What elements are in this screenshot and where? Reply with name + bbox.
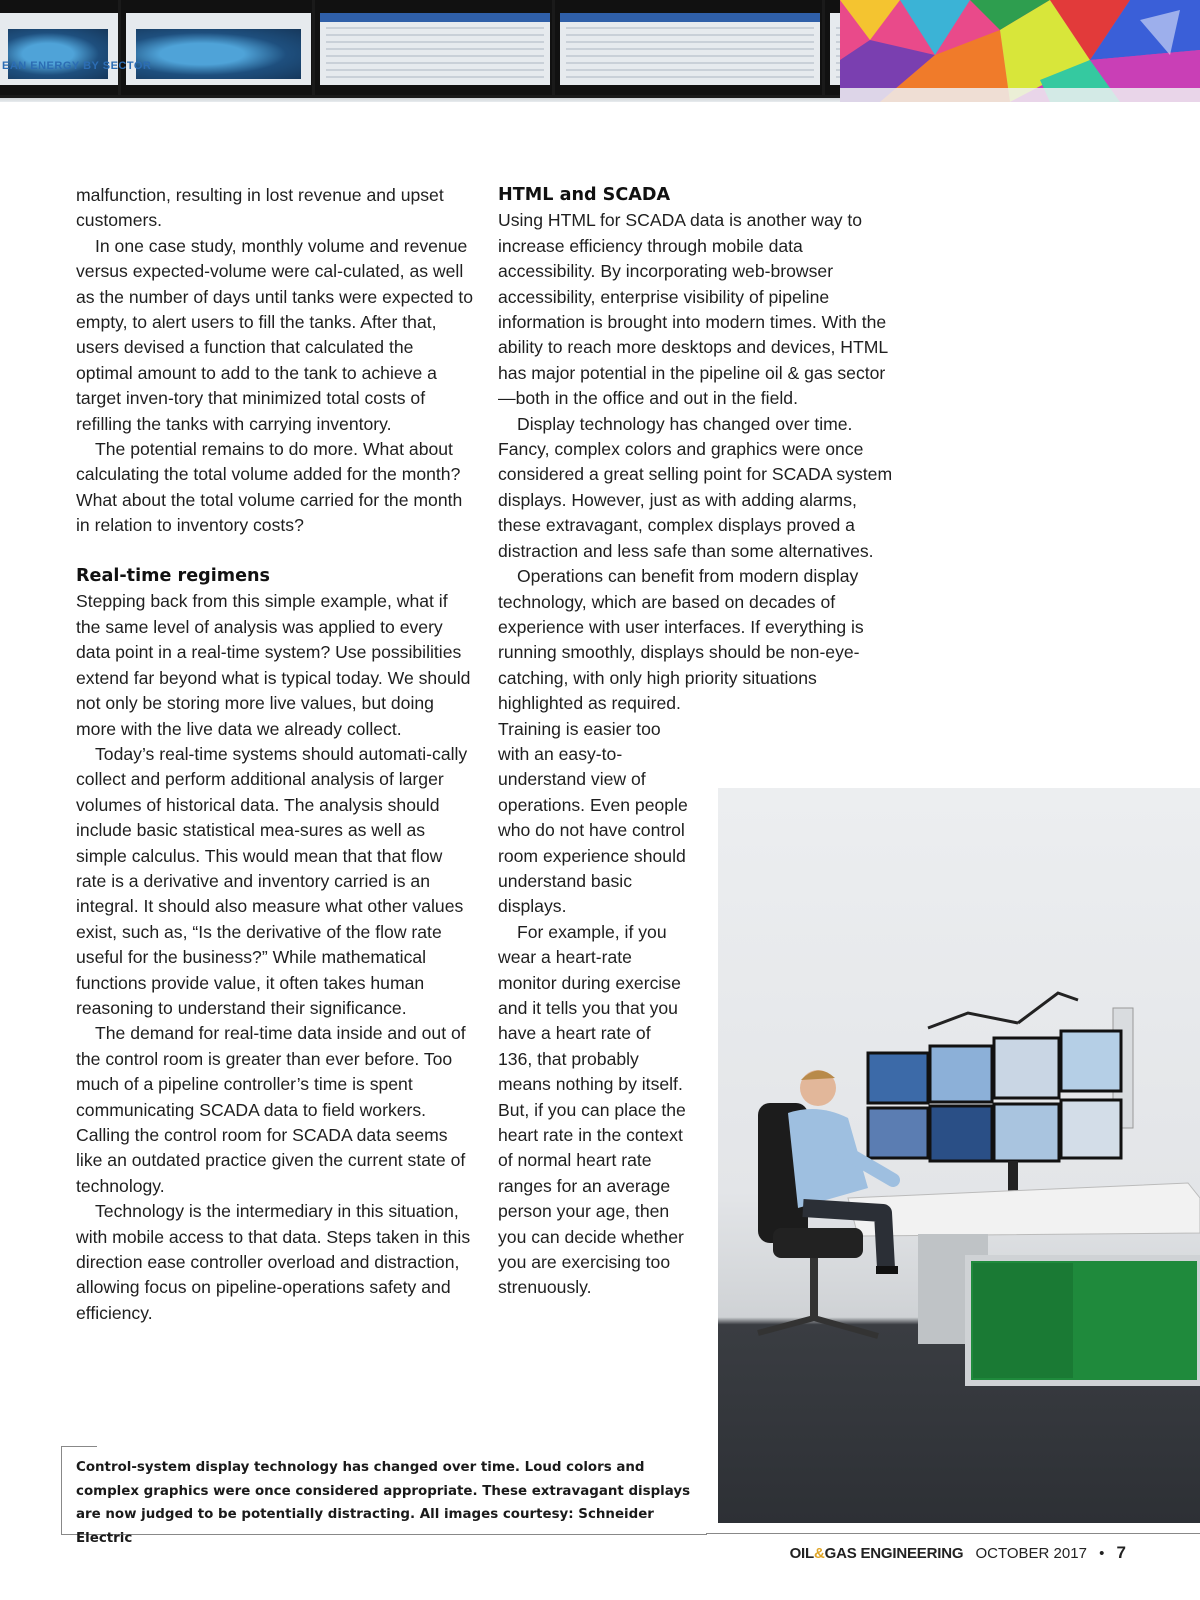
operator-at-workstation-illustration [718, 788, 1200, 1523]
body-paragraph: Display technology has changed over time. Fancy, complex colors and graphics were once considered a great selling point for SCADA system displays. However, just as with adding alarms, these extravagant, complex displays proved a distraction and less safe than some alternatives. [498, 413, 893, 561]
body-paragraph: In one case study, monthly volume and revenue versus expected-volume were cal-culated, as well as the number of days until tanks were expected to empty, to alert users to fill the tanks. After that, users devised a function that calculated the optimal amount to add to the tank to achieve a target inven-tory that minimized total costs of refilling the tanks with carrying inventory. [76, 235, 474, 434]
page-number: 7 [1116, 1543, 1126, 1562]
body-paragraph: Stepping back from this simple example, what if the same level of analysis was applied to every data point in a real-time system? Use possibilities extend far beyond what is typical today. We should not only be storing more live values, but doing more with the live data we already collect. [76, 591, 471, 739]
left-text-column [76, 183, 474, 1326]
body-paragraph: Operations can benefit from modern display technology, which are based on decades of experience with user interfaces. If everything is running smoothly, displays should be non-eye-catching, with only high priority situations highlighted as required. [498, 566, 864, 714]
publication-name [790, 1545, 964, 1562]
publication-name-part: OIL [789, 1545, 814, 1562]
body-paragraph: The demand for real-time data inside and out of the control room is greater than ever before. Too much of a pipeline controller’s time is spent communicating SCADA data to field workers. Calling the control room for SCADA data seems like an outdated practice given the current state of technology. [76, 1023, 466, 1196]
body-paragraph: malfunction, resulting in lost revenue and upset customers. [76, 185, 444, 231]
banner-monitor [118, 0, 319, 98]
body-paragraph: The potential remains to do more. What about calculating the total volume added for the month? What about the total volume carried for the month in relation to inventory costs? [76, 439, 463, 536]
body-paragraph: Technology is the intermediary in this situation, with mobile access to that data. Steps taken in this direction ease controller overload and distraction, allowing focus on pipeline-operations safety and efficiency. [76, 1201, 471, 1323]
banner-monitor [552, 0, 828, 98]
footer-separator: • [1099, 1545, 1105, 1562]
control-room-photo [718, 788, 1200, 1523]
publication-name-part: GAS ENGINEERING [824, 1545, 964, 1562]
caption-rule [706, 1533, 1200, 1534]
colorful-abstract-art [840, 0, 1200, 102]
caption-frame-tick [61, 1446, 97, 1447]
page-footer [790, 1543, 1126, 1563]
section-heading-real-time-regimens: Real-time regimens [76, 566, 271, 587]
photo-caption: Control-system display technology has changed over time. Loud colors and complex graphics were once considered appropriate. These extravagant displays are now judged to be potentially distracting. All images courtesy: Schneider Electric [76, 1460, 691, 1546]
body-paragraph: Today’s real-time systems should automati-cally collect and perform additional analysis of larger volumes of historical data. The analysis should include basic statistical mea-sures as well as simple calculus. This would mean that that flow rate is a derivative and inventory carried is an integral. It should also measure what other values exist, such as, “Is the derivative of the flow rate useful for the business?” While mathematical functions provide value, it often takes human reasoning to understand their significance. [76, 743, 468, 1018]
banner-screen-label: EAN ENERGY BY SECTOR [2, 60, 152, 72]
body-paragraph: Training is easier too with an easy-to-understand view of operations. Even people who do not have control room experience should understand basic displays. [498, 718, 688, 917]
banner-monitor [312, 0, 558, 98]
issue-date: OCTOBER 2017 [975, 1545, 1087, 1562]
publication-ampersand: & [813, 1545, 825, 1562]
body-paragraph: Using HTML for SCADA data is another way to increase efficiency through mobile data accessibility. By incorporating web-browser accessibility, enterprise visibility of pipeline information is brought into modern times. With the ability to reach more desktops and devices, HTML has major potential in the pipeline oil & gas sector—both in the office and out in the field. [498, 210, 888, 409]
section-heading-html-and-scada: HTML and SCADA [498, 185, 671, 205]
banner-monitor [0, 0, 126, 98]
body-paragraph: For example, if you wear a heart-rate monitor during exercise and it tells you that you have a heart rate of 136, that probably means nothing by itself. But, if you can place the heart rate in the context of normal heart rate ranges for an average person your age, then you can decide whether you are exercising too strenuously. [498, 921, 686, 1298]
header-banner-image [0, 0, 1200, 102]
